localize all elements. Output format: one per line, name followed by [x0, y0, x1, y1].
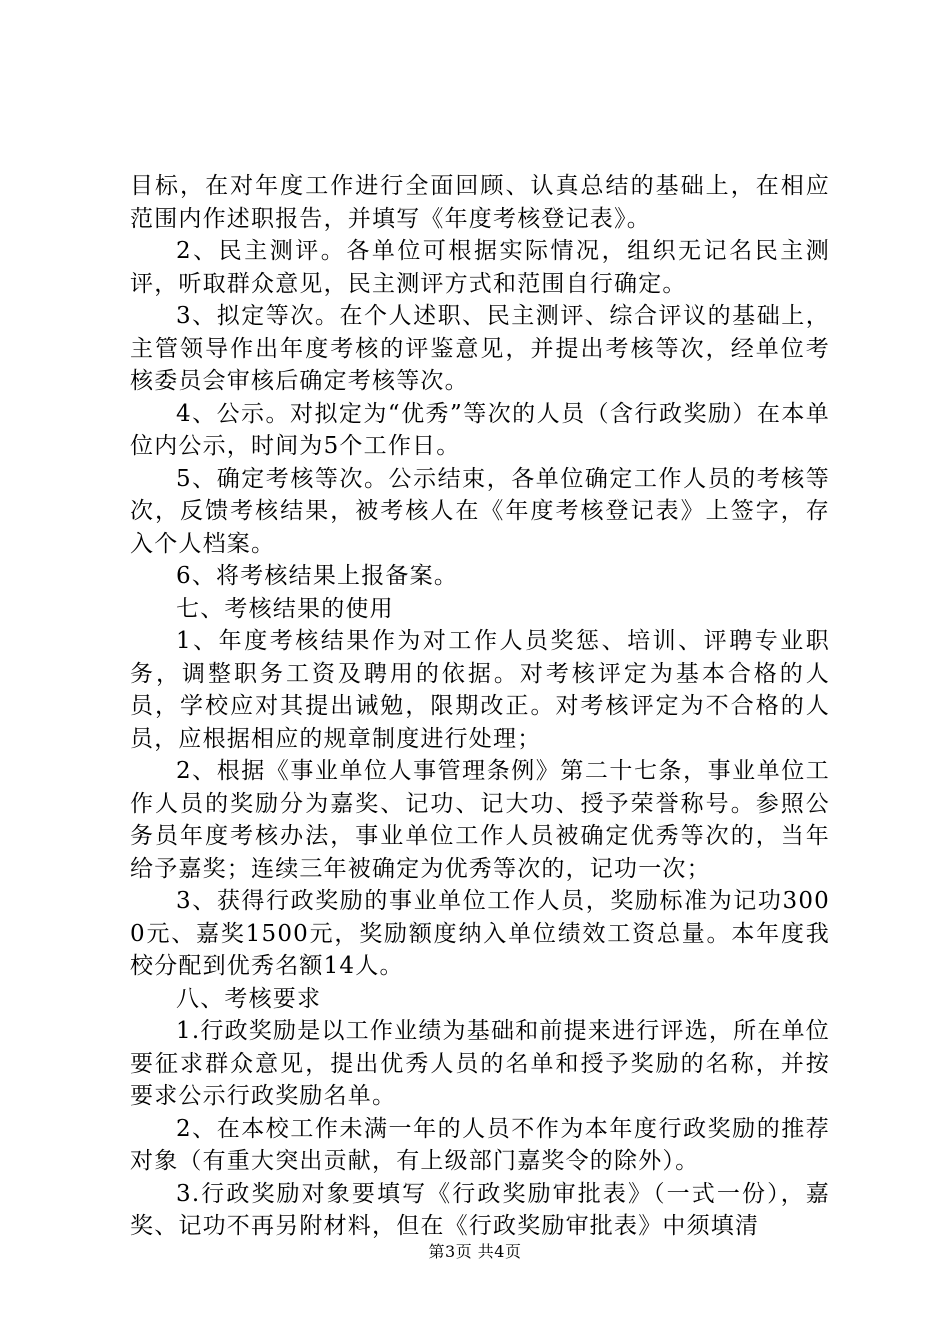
- section-heading: 七、考核结果的使用: [176, 595, 394, 622]
- paragraph: 4、公示。对拟定为“优秀”等次的人员（含行政奖励）在本单位内公示，时间为5个工作日。: [130, 400, 830, 459]
- paragraph: 1.行政奖励是以工作业绩为基础和前提来进行评选，所在单位要征求群众意见，提出优秀人员的名单和授予奖励的名称，并按要求公示行政奖励名单。: [130, 1018, 830, 1109]
- paragraph: 3、拟定等次。在个人述职、民主测评、综合评议的基础上，主管领导作出年度考核的评鉴意见，并提出考核等次，经单位考核委员会审核后确定考核等次。: [130, 303, 830, 394]
- paragraph: 2、根据《事业单位人事管理条例》第二十七条，事业单位工作人员的奖励分为嘉奖、记功、记大功、授予荣誉称号。参照公务员年度考核办法，事业单位工作人员被确定优秀等次的，当年给予嘉奖；连续三年被确定为优秀等次的，记功一次；: [130, 758, 830, 882]
- paragraph: 3.行政奖励对象要填写《行政奖励审批表》（一式一份），嘉奖、记功不再另附材料，但在《行政奖励审批表》中须填清: [130, 1180, 830, 1239]
- paragraph: 3、获得行政奖励的事业单位工作人员，奖励标准为记功3000元、嘉奖1500元，奖励额度纳入单位绩效工资总量。本年度我校分配到优秀名额14人。: [130, 888, 830, 979]
- page-number-footer: 第3页 共4页: [428, 1242, 522, 1261]
- paragraph: 目标，在对年度工作进行全面回顾、认真总结的基础上，在相应范围内作述职报告，并填写《年度考核登记表》。: [130, 173, 830, 232]
- paragraph: 2、民主测评。各单位可根据实际情况，组织无记名民主测评，听取群众意见，民主测评方式和范围自行确定。: [130, 238, 830, 297]
- document-body: [130, 170, 830, 1243]
- paragraph: 6、将考核结果上报备案。: [176, 563, 459, 589]
- paragraph: 2、在本校工作未满一年的人员不作为本年度行政奖励的推荐对象（有重大突出贡献，有上级部门嘉奖令的除外）。: [130, 1115, 830, 1174]
- section-heading: 八、考核要求: [176, 985, 322, 1012]
- paragraph: 5、确定考核等次。公示结束，各单位确定工作人员的考核等次，反馈考核结果，被考核人在《年度考核登记表》上签字，存入个人档案。: [130, 465, 830, 557]
- paragraph: 1、年度考核结果作为对工作人员奖惩、培训、评聘专业职务，调整职务工资及聘用的依据。对考核评定为基本合格的人员，学校应对其提出诫勉，限期改正。对考核评定为不合格的人员，应根据相应的规章制度进行处理；: [130, 628, 830, 752]
